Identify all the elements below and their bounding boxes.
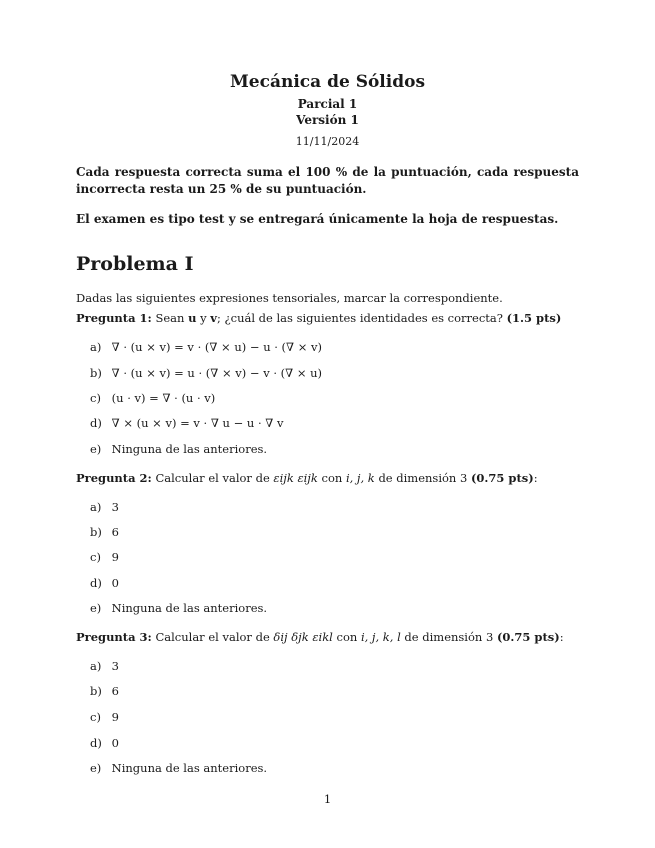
q3-option-a-letter: a)	[90, 659, 102, 673]
q3-option-d-text: 0	[111, 736, 119, 750]
q2-option-a-text: 3	[111, 500, 119, 514]
format-instructions: El examen es tipo test y se entregará únicamente la hoja de respuestas.	[76, 212, 559, 226]
q3-option-c[interactable]	[90, 710, 570, 724]
question-2-text3: de dimensión 3	[378, 471, 468, 485]
question-3-text3: de dimensión 3	[404, 630, 494, 644]
q1-option-d-letter: d)	[90, 416, 102, 430]
question-1-text: Sean	[155, 311, 185, 325]
q3-option-d[interactable]	[90, 736, 570, 750]
q3-option-e-letter: e)	[90, 761, 102, 775]
question-1-var-v: v	[210, 311, 217, 325]
question-3-indices: i, j, k, l	[360, 630, 401, 644]
q1-option-b[interactable]	[90, 366, 570, 380]
q2-option-c-letter: c)	[90, 550, 101, 564]
q2-option-e-text: Ninguna de las anteriores.	[111, 601, 268, 615]
q1-option-e-text: Ninguna de las anteriores.	[111, 442, 268, 456]
q2-option-e-letter: e)	[90, 601, 102, 615]
q2-option-b-letter: b)	[90, 525, 102, 539]
q3-option-d-letter: d)	[90, 736, 102, 750]
q2-option-d[interactable]	[90, 576, 570, 590]
problem-intro: Dadas las siguientes expresiones tensoriales, marcar la correspondiente.	[76, 291, 503, 305]
q2-option-c[interactable]	[90, 550, 570, 564]
q3-option-b-letter: b)	[90, 684, 102, 698]
question-2-text2: con	[321, 471, 343, 485]
q2-option-b-text: 6	[111, 525, 119, 539]
q2-option-a[interactable]	[90, 500, 570, 514]
problem-title: Problema I	[76, 253, 194, 275]
question-2-expression: εijk εijk	[273, 471, 318, 485]
q1-option-c[interactable]	[90, 391, 570, 405]
question-2-text: Calcular el valor de	[155, 471, 270, 485]
question-3-label: Pregunta 3:	[76, 630, 152, 644]
exam-version: Versión 1	[296, 113, 359, 127]
q1-option-d-text: ∇ × (u × v) = v · ∇ u − u · ∇ v	[111, 416, 284, 430]
q1-option-b-letter: b)	[90, 366, 102, 380]
q1-option-a-letter: a)	[90, 340, 102, 354]
q3-option-b[interactable]	[90, 684, 570, 698]
q1-option-c-text: (u · v) = ∇ · (u · v)	[111, 391, 216, 405]
q3-option-e[interactable]	[90, 761, 570, 775]
q3-option-c-letter: c)	[90, 710, 101, 724]
q3-option-c-text: 9	[111, 710, 119, 724]
q2-option-c-text: 9	[111, 550, 119, 564]
question-2	[76, 471, 579, 485]
q3-option-a[interactable]	[90, 659, 570, 673]
q1-option-a-text: ∇ · (u × v) = v · (∇ × u) − u · (∇ × v)	[111, 340, 323, 354]
question-1	[76, 311, 579, 325]
question-2-indices: i, j, k	[345, 471, 375, 485]
exam-name: Parcial 1	[297, 97, 358, 111]
q1-option-e[interactable]	[90, 442, 570, 456]
question-1-label: Pregunta 1:	[76, 311, 152, 325]
q1-option-e-letter: e)	[90, 442, 102, 456]
q2-option-e[interactable]	[90, 601, 570, 615]
q3-option-b-text: 6	[111, 684, 119, 698]
q1-option-c-letter: c)	[90, 391, 101, 405]
q2-option-a-letter: a)	[90, 500, 102, 514]
question-2-points: (0.75 pts)	[470, 471, 534, 485]
question-3	[76, 630, 579, 644]
question-1-conj: y	[196, 311, 211, 325]
q1-option-d[interactable]	[90, 416, 570, 430]
q3-option-e-text: Ninguna de las anteriores.	[111, 761, 268, 775]
question-1-var-u: u	[188, 311, 197, 325]
page-number: 1	[323, 792, 332, 806]
question-2-label: Pregunta 2:	[76, 471, 152, 485]
q3-option-a-text: 3	[111, 659, 119, 673]
question-3-colon: :	[559, 630, 564, 644]
exam-date: 11/11/2024	[295, 135, 360, 148]
question-3-text: Calcular el valor de	[155, 630, 270, 644]
q2-option-b[interactable]	[90, 525, 570, 539]
question-3-text2: con	[336, 630, 358, 644]
q2-option-d-text: 0	[111, 576, 119, 590]
scoring-instructions: Cada respuesta correcta suma el 100 % de la puntuación, cada respuesta incorrecta resta un 25 % de su puntuación.	[76, 165, 579, 196]
question-3-points: (0.75 pts)	[496, 630, 560, 644]
q2-option-d-letter: d)	[90, 576, 102, 590]
question-2-colon: :	[533, 471, 538, 485]
question-3-expression: δij δjk εikl	[273, 630, 333, 644]
q1-option-b-text: ∇ · (u × v) = u · (∇ × v) − v · (∇ × u)	[111, 366, 323, 380]
page-title: Mecánica de Sólidos	[229, 72, 426, 92]
question-1-text2: ; ¿cuál de las siguientes identidades es correcta?	[216, 311, 503, 325]
question-1-points: (1.5 pts)	[506, 311, 562, 325]
q1-option-a[interactable]	[90, 340, 570, 354]
